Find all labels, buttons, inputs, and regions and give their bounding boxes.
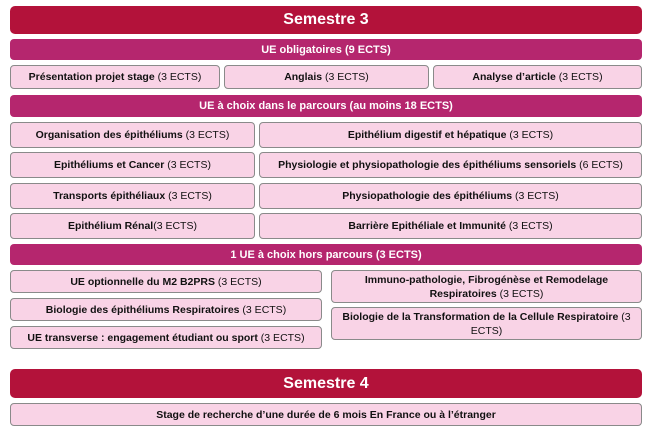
ue-name: Epithélium Rénal	[68, 220, 154, 232]
mandatory-ue-header	[10, 39, 642, 60]
ue-ects: (3 ECTS)	[512, 190, 559, 202]
ue-name: Epithéliums et Cancer	[54, 159, 165, 171]
ue-name: Analyse d’article	[472, 71, 556, 83]
ue-epithelium-renal	[10, 213, 255, 239]
ue-ects: (3 ECTS)	[322, 71, 369, 83]
ue-barriere-epitheliale	[259, 213, 642, 239]
ue-name: Epithélium digestif et hépatique	[347, 129, 507, 141]
ue-name: Présentation projet stage	[28, 71, 155, 83]
outside-ue-header	[10, 244, 642, 265]
ue-immuno-pathologie	[331, 270, 642, 303]
ue-anglais	[224, 65, 429, 89]
ue-ects: (3 ECTS)	[164, 159, 211, 171]
ue-ects: (3 ECTS)	[555, 71, 603, 83]
internship-cell	[10, 403, 642, 426]
ue-name: UE optionnelle du M2 B2PRS	[70, 275, 215, 288]
ue-presentation-projet-stage	[10, 65, 220, 89]
ue-epithelium-digestif	[259, 122, 642, 148]
outside-ue-header-text: 1 UE à choix hors parcours (3 ECTS)	[230, 248, 422, 261]
choice-ue-header	[10, 95, 642, 117]
mandatory-ue-header-text: UE obligatoires (9 ECTS)	[261, 43, 391, 56]
ue-name: Barrière Epithéliale et Immunité	[348, 220, 506, 232]
ue-name: Organisation des épithéliums	[35, 129, 183, 141]
semester-3-title	[10, 6, 642, 34]
ue-ects: (3 ECTS)	[496, 287, 544, 300]
ue-ects: (3 ECTS)	[153, 220, 197, 232]
ue-analyse-article	[433, 65, 642, 89]
ue-ects: (3 ECTS)	[505, 220, 553, 232]
ue-epitheliums-cancer	[10, 152, 255, 178]
semester-4-title-text: Semestre 4	[283, 374, 369, 392]
ue-transports-epitheliaux	[10, 183, 255, 209]
ue-ects: (3 ECTS)	[239, 303, 287, 316]
semester-3-title-text: Semestre 3	[283, 11, 369, 28]
ue-optionnelle-b2prs	[10, 270, 322, 293]
ue-biologie-epitheliums-respiratoires	[10, 298, 322, 321]
ue-name: Physiologie et physiopathologie des épithéliums sensoriels	[278, 159, 577, 171]
ue-ects: (3 ECTS)	[470, 310, 631, 337]
ue-ects: (3 ECTS)	[154, 71, 202, 83]
ue-transverse-engagement	[10, 326, 322, 349]
ue-physiologie-sensoriels	[259, 152, 642, 178]
ue-physiopathologie-epitheliums	[259, 183, 642, 209]
ue-ects: (3 ECTS)	[506, 129, 554, 141]
ue-ects: (3 ECTS)	[165, 190, 212, 202]
ue-ects: (3 ECTS)	[215, 275, 262, 288]
ue-biologie-transformation	[331, 307, 642, 340]
ue-name: Anglais	[284, 71, 323, 83]
internship-text: Stage de recherche d’une durée de 6 mois En France ou à l’étranger	[156, 408, 496, 421]
choice-ue-header-text: UE à choix dans le parcours (au moins 18 ECTS)	[199, 100, 453, 112]
ue-name: Biologie des épithéliums Respiratoires	[45, 303, 240, 316]
ue-name: Physiopathologie des épithéliums	[342, 190, 513, 202]
semester-4-title	[10, 369, 642, 398]
ue-name: Biologie de la Transformation de la Cellule Respiratoire	[342, 310, 619, 323]
ue-name: Immuno-pathologie, Fibrogénèse et Remodelage Respiratoires	[364, 273, 609, 300]
ue-name: Transports épithéliaux	[53, 190, 166, 202]
ue-ects: (6 ECTS)	[576, 159, 623, 171]
ue-name: UE transverse : engagement étudiant ou sport	[27, 331, 258, 344]
ue-ects: (3 ECTS)	[182, 129, 230, 141]
ue-ects: (3 ECTS)	[257, 331, 305, 344]
ue-organisation-epitheliums	[10, 122, 255, 148]
